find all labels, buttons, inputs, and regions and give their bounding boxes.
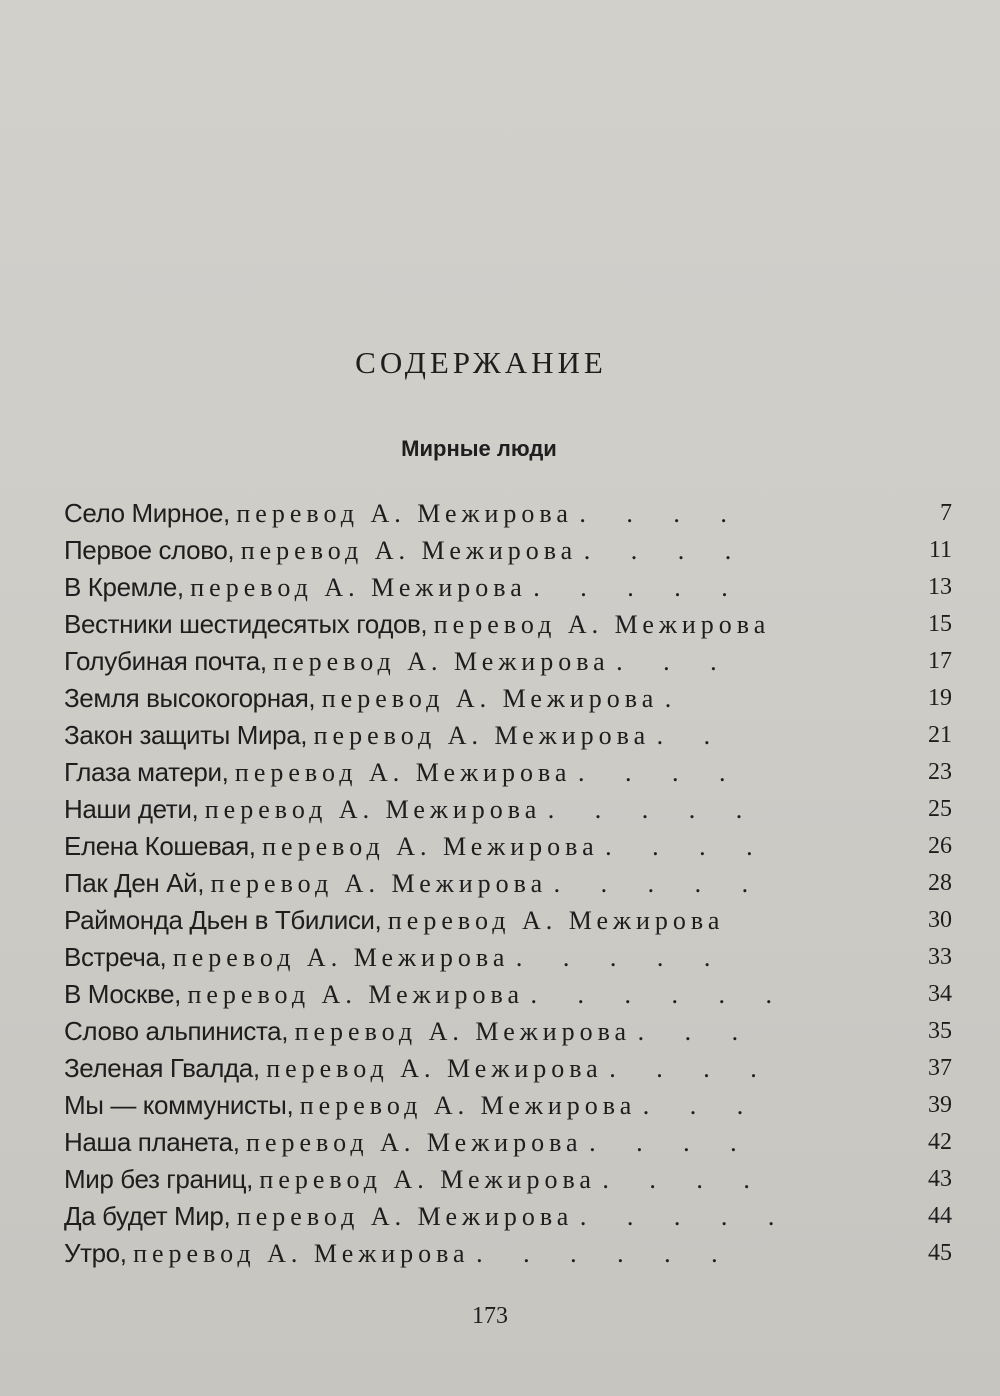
toc-entry-translator: перевод А. Межирова (433, 610, 771, 639)
toc-entry-page: 11 (928, 537, 952, 563)
toc-entry (64, 680, 964, 717)
toc-entry-page: 37 (928, 1055, 952, 1081)
toc-entry (64, 1013, 964, 1050)
toc-entry-page: 19 (928, 685, 952, 711)
toc-entry-title: Пак Ден Ай, (64, 868, 205, 898)
toc-entry-page: 13 (928, 574, 952, 600)
toc-entry-title: Слово альпиниста, (64, 1016, 289, 1046)
toc-entry (64, 606, 964, 643)
toc-entry-leader: . . . (637, 1017, 756, 1046)
toc-entry-translator: перевод А. Межирова (187, 980, 524, 1009)
toc-entry-leader: . . . . . (579, 1202, 792, 1231)
toc-entry-title: Утро, (64, 1238, 127, 1268)
toc-entry-translator: перевод А. Межирова (299, 1091, 637, 1120)
toc-entry (64, 569, 964, 606)
toc-entry-title: Мир без границ, (64, 1164, 253, 1194)
toc-entry-leader: . . (656, 721, 728, 750)
toc-entry (64, 1124, 964, 1161)
toc-entry-title: Наши дети, (64, 794, 199, 824)
toc-entry-translator: перевод А. Межирова (234, 758, 572, 787)
toc-entry-translator: перевод А. Межирова (236, 499, 573, 528)
toc-entry (64, 976, 964, 1013)
toc-entry-leader: . . . . . (533, 573, 745, 602)
toc-entry (64, 1198, 964, 1235)
toc-entry-translator: перевод А. Межирова (294, 1017, 632, 1046)
toc-entry (64, 643, 964, 680)
toc-entry-leader: . . . . (579, 499, 744, 528)
toc-entry-translator: перевод А. Межирова (259, 1165, 596, 1194)
toc-entry-title: Зеленая Гвалда, (64, 1053, 260, 1083)
toc-entry (64, 717, 964, 754)
toc-entry (64, 939, 964, 976)
toc-entry-leader: . . . (642, 1091, 761, 1120)
toc-entry (64, 754, 964, 791)
toc-entry-translator: перевод А. Межирова (204, 795, 542, 824)
toc-entry-leader: . (664, 684, 689, 713)
section-title: Мирные люди (401, 436, 557, 461)
toc-entry-title: Наша планета, (64, 1127, 240, 1157)
toc-entry-translator: перевод А. Межирова (262, 832, 599, 861)
toc-entry (64, 1050, 964, 1087)
toc-entry-translator: перевод А. Межирова (387, 906, 725, 935)
toc-entry (64, 828, 964, 865)
toc-entry-page: 15 (928, 611, 952, 637)
toc-entry-page: 39 (928, 1092, 952, 1118)
toc-entry-title: В Москве, (64, 979, 181, 1009)
page-number: 173 (472, 1303, 508, 1329)
toc-entry (64, 495, 964, 532)
toc-entry-translator: перевод А. Межирова (236, 1202, 574, 1231)
toc-entry-page: 45 (928, 1240, 952, 1266)
toc-entry-title: В Кремле, (64, 572, 184, 602)
toc-entry-leader: . . . . . . (476, 1239, 735, 1268)
toc-entry-leader: . . . . . . (530, 980, 789, 1009)
toc-entry (64, 532, 964, 569)
toc-entry-translator: перевод А. Межирова (240, 536, 578, 565)
toc-entry-leader: . . . . (605, 832, 770, 861)
toc-entry-leader: . . . . (609, 1054, 774, 1083)
toc-entry-page: 21 (928, 722, 952, 748)
toc-entry-leader: . . . . . (553, 869, 766, 898)
toc-entry-title: Раймонда Дьен в Тбилиси, (64, 905, 382, 935)
toc-entry-title: Село Мирное, (64, 498, 230, 528)
toc-entry-page: 7 (940, 500, 952, 526)
toc-entry-title: Закон защиты Мира, (64, 720, 308, 750)
toc-entry-leader: . . . . (602, 1165, 767, 1194)
toc-entry-leader: . . . (616, 647, 734, 676)
toc-entry (64, 865, 964, 902)
toc-entry (64, 1161, 964, 1198)
toc-entry-page: 34 (928, 981, 952, 1007)
toc-entry-translator: перевод А. Межирова (313, 721, 651, 750)
toc-entry-leader: . . . . (589, 1128, 754, 1157)
toc-entry-page: 25 (928, 796, 952, 822)
toc-entry-leader: . . . . (577, 758, 743, 787)
toc-entry-title: Первое слово, (64, 535, 235, 565)
toc-entry-title: Елена Кошевая, (64, 831, 256, 861)
toc-entry-title: Вестники шестидесятых годов, (64, 609, 428, 639)
toc-entry-page: 33 (928, 944, 952, 970)
toc-entry-translator: перевод А. Межирова (321, 684, 659, 713)
toc-entry-title: Мы — коммунисты, (64, 1090, 294, 1120)
toc-entry-translator: перевод А. Межирова (210, 869, 548, 898)
toc-entry-page: 26 (928, 833, 952, 859)
table-of-contents (64, 495, 964, 1272)
toc-entry-page: 42 (928, 1129, 952, 1155)
toc-entry-translator: перевод А. Межирова (266, 1054, 603, 1083)
toc-entry-leader: . . . . (583, 536, 749, 565)
toc-entry-title: Встреча, (64, 942, 167, 972)
toc-entry-leader: . . . . . (547, 795, 760, 824)
contents-heading: СОДЕРЖАНИЕ (355, 345, 607, 380)
toc-entry-title: Да будет Мир, (64, 1201, 231, 1231)
toc-entry-translator: перевод А. Межирова (133, 1239, 470, 1268)
toc-entry (64, 791, 964, 828)
toc-entry-translator: перевод А. Межирова (273, 647, 610, 676)
toc-entry-translator: перевод А. Межирова (190, 573, 527, 602)
toc-entry-page: 35 (928, 1018, 952, 1044)
toc-entry-title: Глаза матери, (64, 757, 229, 787)
toc-entry-title: Земля высокогорная, (64, 683, 316, 713)
toc-entry-leader: . . . . . (515, 943, 728, 972)
toc-entry-translator: перевод А. Межирова (246, 1128, 583, 1157)
toc-entry (64, 902, 964, 939)
toc-entry (64, 1235, 964, 1272)
toc-entry-page: 23 (928, 759, 952, 785)
toc-entry-page: 17 (928, 648, 952, 674)
toc-entry-page: 30 (928, 907, 952, 933)
toc-entry (64, 1087, 964, 1124)
toc-entry-page: 44 (928, 1203, 952, 1229)
toc-entry-page: 28 (928, 870, 952, 896)
toc-entry-page: 43 (928, 1166, 952, 1192)
toc-entry-title: Голубиная почта, (64, 646, 267, 676)
toc-entry-translator: перевод А. Межирова (172, 943, 510, 972)
